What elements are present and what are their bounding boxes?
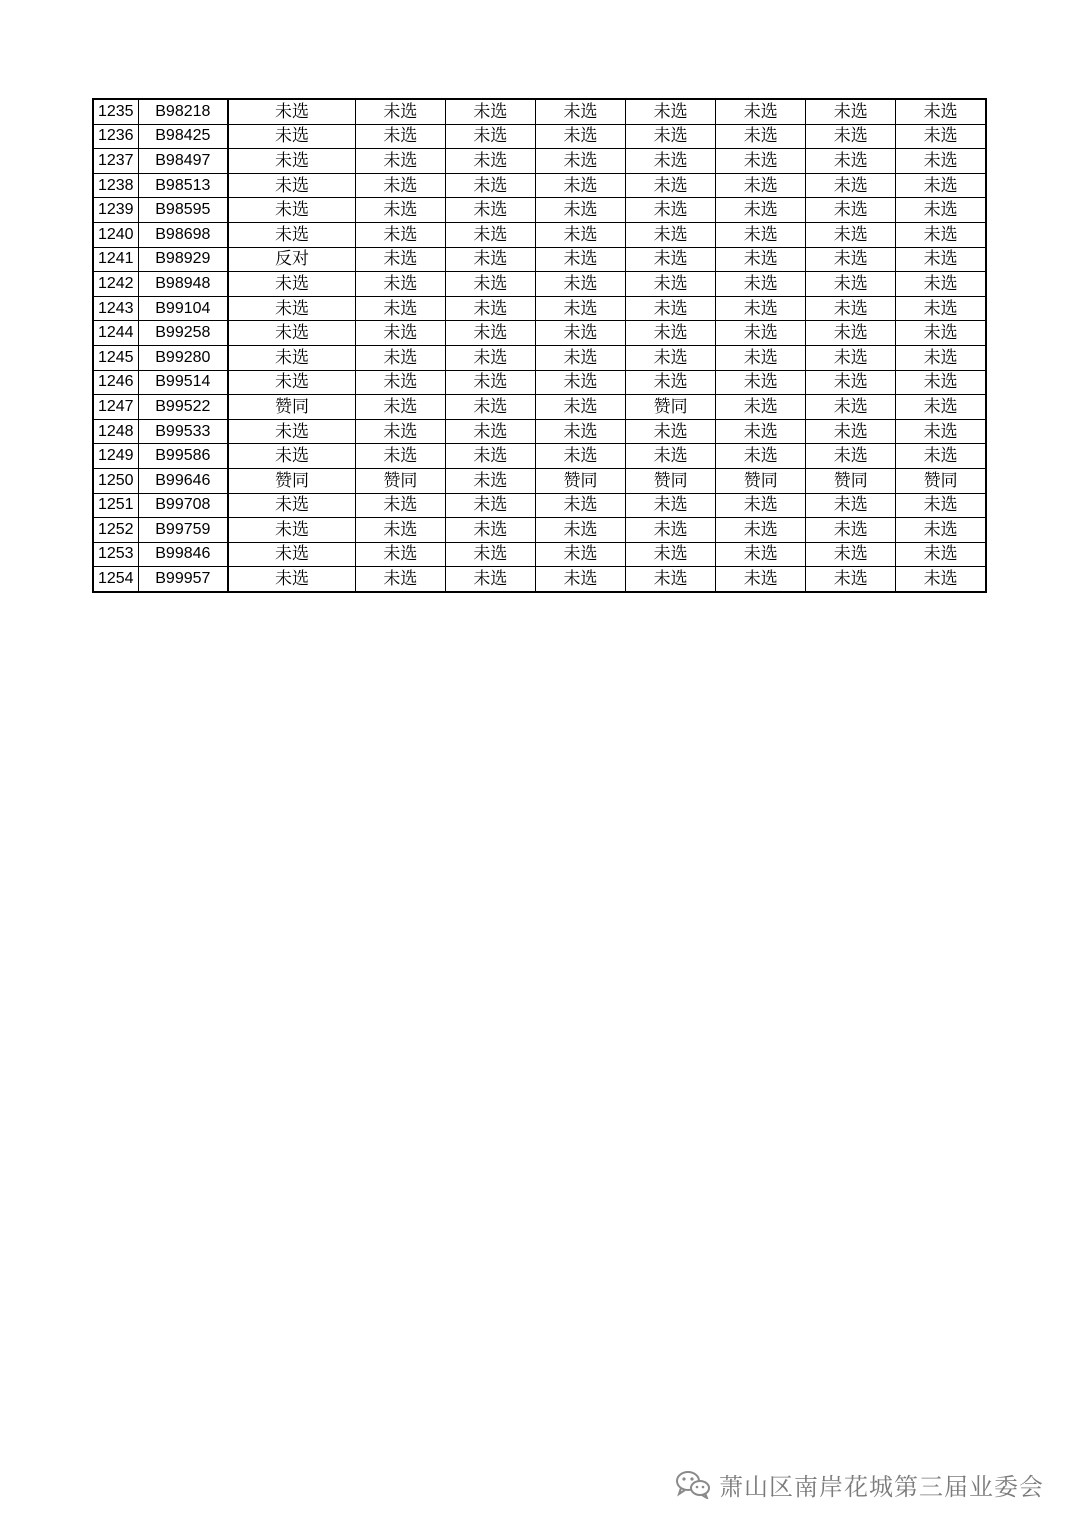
vote-cell: 未选 <box>535 124 625 149</box>
vote-cell: 未选 <box>716 296 806 321</box>
vote-cell: 未选 <box>716 444 806 469</box>
owner-code: B98497 <box>138 149 228 174</box>
vote-cell: 未选 <box>716 99 806 124</box>
vote-cell: 未选 <box>355 567 445 592</box>
wechat-icon <box>675 1469 711 1499</box>
vote-cell: 未选 <box>896 321 986 346</box>
vote-cell: 未选 <box>806 247 896 272</box>
vote-cell: 未选 <box>445 518 535 543</box>
vote-cell: 未选 <box>445 198 535 223</box>
row-number: 1247 <box>93 395 138 420</box>
vote-cell: 未选 <box>355 542 445 567</box>
vote-cell: 未选 <box>896 247 986 272</box>
vote-cell: 未选 <box>445 567 535 592</box>
row-number: 1236 <box>93 124 138 149</box>
vote-cell: 未选 <box>535 370 625 395</box>
vote-cell: 未选 <box>806 149 896 174</box>
owner-code: B98218 <box>138 99 228 124</box>
row-number: 1254 <box>93 567 138 592</box>
vote-cell: 未选 <box>806 419 896 444</box>
table-row <box>93 567 986 592</box>
vote-cell: 未选 <box>626 272 716 297</box>
vote-cell: 未选 <box>626 124 716 149</box>
vote-cell: 未选 <box>228 198 355 223</box>
vote-cell: 未选 <box>535 444 625 469</box>
vote-cell: 未选 <box>626 419 716 444</box>
vote-cell: 未选 <box>626 247 716 272</box>
table-row <box>93 99 986 124</box>
vote-cell: 未选 <box>806 272 896 297</box>
vote-cell: 未选 <box>355 124 445 149</box>
vote-cell: 赞同 <box>626 468 716 493</box>
vote-cell: 未选 <box>806 542 896 567</box>
owner-code: B99258 <box>138 321 228 346</box>
owner-code: B99759 <box>138 518 228 543</box>
row-number: 1235 <box>93 99 138 124</box>
vote-cell: 未选 <box>355 296 445 321</box>
vote-cell: 未选 <box>896 173 986 198</box>
vote-cell: 未选 <box>896 99 986 124</box>
vote-cell: 未选 <box>355 518 445 543</box>
owner-code: B98948 <box>138 272 228 297</box>
vote-cell: 未选 <box>806 567 896 592</box>
vote-cell: 未选 <box>355 395 445 420</box>
table-row <box>93 321 986 346</box>
vote-cell: 未选 <box>228 444 355 469</box>
vote-cell: 未选 <box>626 99 716 124</box>
vote-cell: 未选 <box>228 149 355 174</box>
vote-cell: 未选 <box>716 518 806 543</box>
vote-cell: 未选 <box>896 222 986 247</box>
vote-cell: 未选 <box>626 370 716 395</box>
vote-cell: 未选 <box>896 198 986 223</box>
vote-cell: 未选 <box>535 518 625 543</box>
owner-code: B99533 <box>138 419 228 444</box>
row-number: 1253 <box>93 542 138 567</box>
table-row <box>93 345 986 370</box>
owner-code: B99846 <box>138 542 228 567</box>
vote-cell: 未选 <box>716 542 806 567</box>
vote-cell: 赞同 <box>716 468 806 493</box>
row-number: 1242 <box>93 272 138 297</box>
owner-code: B98698 <box>138 222 228 247</box>
vote-cell: 赞同 <box>228 395 355 420</box>
vote-cell: 未选 <box>355 345 445 370</box>
vote-cell: 未选 <box>896 370 986 395</box>
vote-cell: 未选 <box>716 222 806 247</box>
vote-cell: 未选 <box>806 518 896 543</box>
vote-cell: 赞同 <box>626 395 716 420</box>
vote-cell: 未选 <box>806 395 896 420</box>
vote-cell: 未选 <box>228 272 355 297</box>
vote-cell: 未选 <box>716 198 806 223</box>
vote-cell: 未选 <box>626 542 716 567</box>
vote-cell: 未选 <box>445 370 535 395</box>
vote-cell: 未选 <box>535 198 625 223</box>
vote-cell: 未选 <box>445 468 535 493</box>
watermark-text: 萧山区南岸花城第三届业委会 <box>719 1472 1044 1501</box>
vote-cell: 未选 <box>445 296 535 321</box>
table-row <box>93 149 986 174</box>
vote-cell: 未选 <box>626 518 716 543</box>
vote-cell: 未选 <box>445 173 535 198</box>
vote-cell: 未选 <box>535 296 625 321</box>
vote-cell: 未选 <box>716 493 806 518</box>
vote-cell: 未选 <box>535 173 625 198</box>
vote-cell: 未选 <box>626 493 716 518</box>
vote-cell: 未选 <box>806 345 896 370</box>
vote-cell: 未选 <box>228 542 355 567</box>
owner-code: B99514 <box>138 370 228 395</box>
vote-cell: 未选 <box>716 124 806 149</box>
vote-cell: 未选 <box>806 222 896 247</box>
vote-cell: 未选 <box>445 345 535 370</box>
vote-cell: 未选 <box>228 99 355 124</box>
table-row <box>93 395 986 420</box>
owner-code: B99646 <box>138 468 228 493</box>
vote-cell: 未选 <box>355 99 445 124</box>
table-row <box>93 542 986 567</box>
vote-cell: 未选 <box>535 222 625 247</box>
vote-cell: 未选 <box>535 419 625 444</box>
vote-cell: 未选 <box>355 173 445 198</box>
row-number: 1244 <box>93 321 138 346</box>
row-number: 1250 <box>93 468 138 493</box>
vote-cell: 未选 <box>445 419 535 444</box>
table-row <box>93 296 986 321</box>
vote-cell: 未选 <box>896 493 986 518</box>
row-number: 1240 <box>93 222 138 247</box>
vote-cell: 未选 <box>896 272 986 297</box>
vote-cell: 未选 <box>626 321 716 346</box>
vote-cell: 未选 <box>355 370 445 395</box>
row-number: 1238 <box>93 173 138 198</box>
vote-cell: 未选 <box>806 198 896 223</box>
vote-cell: 未选 <box>355 444 445 469</box>
vote-cell: 未选 <box>896 567 986 592</box>
row-number: 1237 <box>93 149 138 174</box>
vote-cell: 未选 <box>535 542 625 567</box>
vote-cell: 未选 <box>806 99 896 124</box>
vote-cell: 未选 <box>716 321 806 346</box>
owner-code: B98595 <box>138 198 228 223</box>
vote-cell: 未选 <box>535 272 625 297</box>
vote-cell: 未选 <box>228 493 355 518</box>
row-number: 1249 <box>93 444 138 469</box>
vote-cell: 未选 <box>716 370 806 395</box>
table-row <box>93 493 986 518</box>
vote-cell: 未选 <box>716 173 806 198</box>
vote-cell: 未选 <box>445 493 535 518</box>
vote-cell: 未选 <box>626 444 716 469</box>
vote-cell: 未选 <box>535 149 625 174</box>
vote-cell: 未选 <box>626 296 716 321</box>
owner-code: B98513 <box>138 173 228 198</box>
vote-cell: 未选 <box>535 395 625 420</box>
vote-cell: 未选 <box>228 321 355 346</box>
vote-cell: 未选 <box>355 272 445 297</box>
vote-cell: 未选 <box>355 222 445 247</box>
table-row <box>93 444 986 469</box>
row-number: 1246 <box>93 370 138 395</box>
vote-cell: 赞同 <box>535 468 625 493</box>
vote-cell: 未选 <box>896 149 986 174</box>
vote-cell: 未选 <box>626 173 716 198</box>
row-number: 1241 <box>93 247 138 272</box>
watermark <box>675 1467 1044 1501</box>
row-number: 1248 <box>93 419 138 444</box>
vote-cell: 未选 <box>716 395 806 420</box>
vote-cell: 未选 <box>228 370 355 395</box>
row-number: 1243 <box>93 296 138 321</box>
vote-cell: 未选 <box>228 173 355 198</box>
table-row <box>93 198 986 223</box>
vote-cell: 未选 <box>626 198 716 223</box>
vote-cell: 未选 <box>445 99 535 124</box>
vote-cell: 未选 <box>716 247 806 272</box>
vote-cell: 未选 <box>716 567 806 592</box>
vote-cell: 未选 <box>355 493 445 518</box>
vote-cell: 未选 <box>535 99 625 124</box>
vote-cell: 未选 <box>535 567 625 592</box>
vote-cell: 赞同 <box>806 468 896 493</box>
vote-cell: 未选 <box>806 370 896 395</box>
vote-cell: 未选 <box>806 444 896 469</box>
row-number: 1245 <box>93 345 138 370</box>
vote-cell: 未选 <box>716 272 806 297</box>
table-row <box>93 419 986 444</box>
owner-code: B99522 <box>138 395 228 420</box>
vote-cell: 未选 <box>626 149 716 174</box>
vote-cell: 未选 <box>355 419 445 444</box>
vote-cell: 未选 <box>896 124 986 149</box>
vote-cell: 未选 <box>896 296 986 321</box>
vote-cell: 赞同 <box>228 468 355 493</box>
table-row <box>93 173 986 198</box>
vote-cell: 未选 <box>896 444 986 469</box>
vote-cell: 未选 <box>445 542 535 567</box>
vote-cell: 未选 <box>228 296 355 321</box>
vote-cell: 未选 <box>896 419 986 444</box>
vote-cell: 未选 <box>535 321 625 346</box>
vote-cell: 未选 <box>228 419 355 444</box>
vote-cell: 未选 <box>445 149 535 174</box>
table-row <box>93 272 986 297</box>
vote-cell: 未选 <box>445 272 535 297</box>
vote-cell: 未选 <box>228 222 355 247</box>
vote-cell: 未选 <box>445 444 535 469</box>
vote-cell: 未选 <box>355 198 445 223</box>
vote-cell: 未选 <box>228 518 355 543</box>
vote-cell: 未选 <box>716 419 806 444</box>
owner-code: B99586 <box>138 444 228 469</box>
vote-cell: 未选 <box>228 567 355 592</box>
vote-cell: 未选 <box>355 247 445 272</box>
vote-cell: 未选 <box>228 345 355 370</box>
vote-cell: 未选 <box>806 321 896 346</box>
vote-cell: 未选 <box>228 124 355 149</box>
vote-cell: 未选 <box>535 345 625 370</box>
vote-cell: 赞同 <box>355 468 445 493</box>
vote-cell: 未选 <box>806 296 896 321</box>
vote-cell: 未选 <box>445 222 535 247</box>
vote-cell: 未选 <box>626 222 716 247</box>
table-row <box>93 518 986 543</box>
vote-cell: 未选 <box>806 493 896 518</box>
vote-table <box>92 98 987 593</box>
vote-cell: 未选 <box>896 518 986 543</box>
vote-cell: 反对 <box>228 247 355 272</box>
vote-cell: 未选 <box>806 124 896 149</box>
vote-cell: 赞同 <box>896 468 986 493</box>
vote-cell: 未选 <box>445 321 535 346</box>
vote-cell: 未选 <box>716 345 806 370</box>
vote-cell: 未选 <box>896 395 986 420</box>
table-row <box>93 124 986 149</box>
table-row <box>93 370 986 395</box>
owner-code: B99280 <box>138 345 228 370</box>
table-row <box>93 222 986 247</box>
owner-code: B98425 <box>138 124 228 149</box>
owner-code: B99957 <box>138 567 228 592</box>
row-number: 1252 <box>93 518 138 543</box>
row-number: 1239 <box>93 198 138 223</box>
owner-code: B99104 <box>138 296 228 321</box>
vote-cell: 未选 <box>806 173 896 198</box>
vote-cell: 未选 <box>535 493 625 518</box>
vote-cell: 未选 <box>626 345 716 370</box>
table-row <box>93 468 986 493</box>
vote-cell: 未选 <box>716 149 806 174</box>
vote-table-body <box>93 99 986 592</box>
vote-cell: 未选 <box>896 542 986 567</box>
vote-cell: 未选 <box>896 345 986 370</box>
vote-cell: 未选 <box>445 247 535 272</box>
vote-cell: 未选 <box>445 124 535 149</box>
row-number: 1251 <box>93 493 138 518</box>
vote-cell: 未选 <box>355 321 445 346</box>
vote-cell: 未选 <box>535 247 625 272</box>
vote-cell: 未选 <box>355 149 445 174</box>
vote-cell: 未选 <box>445 395 535 420</box>
vote-cell: 未选 <box>626 567 716 592</box>
table-row <box>93 247 986 272</box>
owner-code: B98929 <box>138 247 228 272</box>
owner-code: B99708 <box>138 493 228 518</box>
